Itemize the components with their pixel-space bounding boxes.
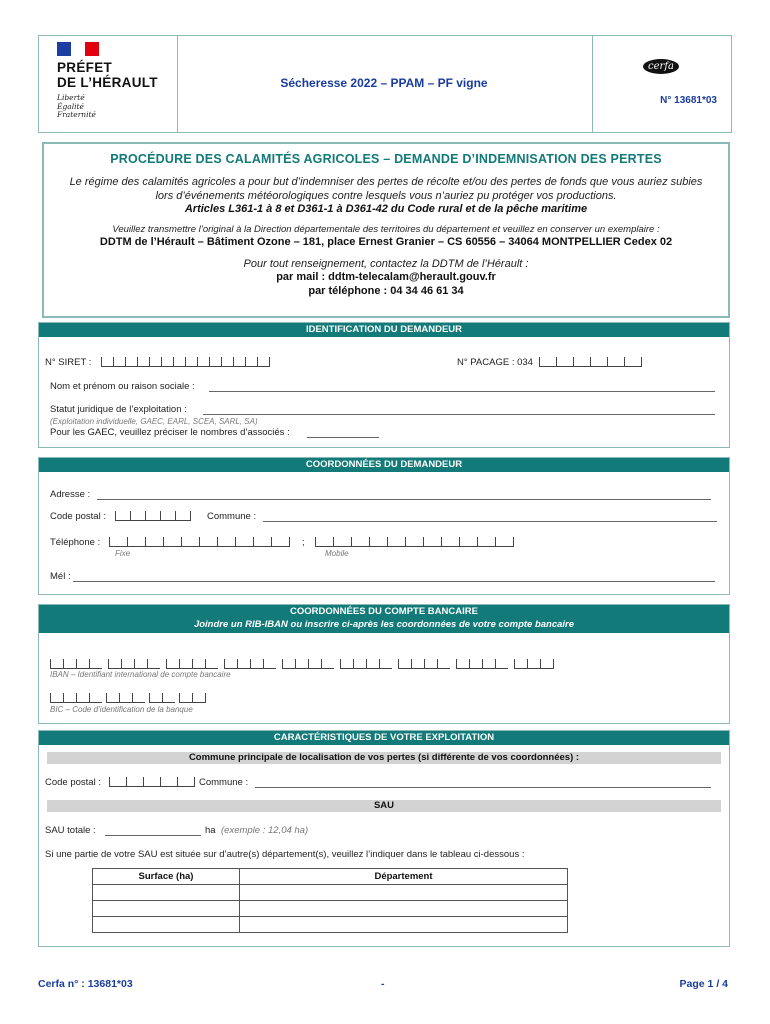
tel-mobile-input[interactable] [315, 537, 514, 546]
cp-label: Code postal : [50, 511, 106, 522]
prefecture-block [39, 36, 178, 132]
sau-label: SAU totale : [45, 825, 96, 836]
exp-cp-label: Code postal : [45, 777, 101, 788]
surface-cell[interactable] [93, 901, 240, 917]
identification-section [38, 322, 730, 448]
bic-input[interactable] [50, 693, 206, 702]
procedure-articles: Articles L361-1 à 8 et D361-1 à D361-42 du Code rural et de la pêche maritime [184, 203, 588, 215]
surface-header: Surface (ha) [93, 869, 240, 885]
procedure-title: PROCÉDURE DES CALAMITÉS AGRICOLES – DEMANDE D’INDEMNISATION DES PERTES [110, 152, 662, 166]
adresse-input[interactable] [97, 499, 711, 500]
motto-egalite: Égalité [57, 101, 84, 111]
pacage-label: N° PACAGE : 034 [457, 357, 533, 368]
departement-table [92, 868, 568, 933]
footer-page: Page 1 / 4 [679, 978, 728, 990]
cp-input[interactable] [115, 511, 191, 520]
identification-header: IDENTIFICATION DU DEMANDEUR [39, 323, 729, 337]
exp-cp-input[interactable] [109, 777, 195, 786]
cerfa-number: N° 13681*03 [660, 95, 717, 106]
prefet-line-2: DE L’HÉRAULT [57, 75, 158, 90]
table-row [93, 885, 568, 901]
statut-label: Statut juridique de l’exploitation : [50, 404, 187, 415]
procedure-transmit: Veuillez transmettre l’original à la Direction départementale des territoires du département et veuillez en conserver un exemplaire : [112, 224, 660, 235]
prefecture-name [57, 60, 158, 90]
sau-unit: ha [205, 825, 216, 836]
footer-cerfa: Cerfa n° : 13681*03 [38, 978, 133, 990]
sau-input[interactable] [105, 835, 201, 836]
procedure-mail: par mail : ddtm-telecalam@herault.gouv.fr [276, 271, 496, 283]
exploitation-header: CARACTÉRISTIQUES DE VOTRE EXPLOITATION [39, 731, 729, 745]
table-row [93, 917, 568, 933]
gaec-label: Pour les GAEC, veuillez préciser le nombres d’associés : [50, 427, 290, 438]
statut-input[interactable] [203, 414, 715, 415]
statut-hint: (Exploitation individuelle, GAEC, EARL, SCEA, SARL, SA) [50, 417, 258, 426]
mel-label: Mél : [50, 571, 71, 582]
bancaire-section [38, 604, 730, 724]
cerfa-logo: cerfa [643, 59, 679, 74]
marianne-flag-icon [57, 42, 99, 56]
surface-cell[interactable] [93, 917, 240, 933]
procedure-intro-1: Le régime des calamités agricoles a pour but d’indemniser des pertes de récolte et/ou des pertes de fonds que vous auriez subies [69, 176, 703, 188]
iban-input[interactable] [50, 659, 554, 668]
bancaire-header [39, 605, 729, 633]
pacage-input[interactable] [539, 357, 642, 366]
mobile-hint: Mobile [325, 549, 349, 558]
bancaire-title: COORDONNÉES DU COMPTE BANCAIRE [290, 606, 478, 617]
name-input[interactable] [209, 391, 715, 392]
name-label: Nom et prénom ou raison sociale : [50, 381, 195, 392]
procedure-box [42, 142, 730, 318]
republic-motto [57, 94, 96, 120]
footer-center: - [381, 978, 385, 990]
siret-input[interactable] [101, 357, 270, 366]
exp-commune-input[interactable] [255, 787, 711, 788]
sau-example: (exemple : 12,04 ha) [221, 825, 309, 836]
mel-input[interactable] [73, 581, 715, 582]
tel-fixe-input[interactable] [109, 537, 290, 546]
procedure-contact-intro: Pour tout renseignement, contactez la DDTM de l’Hérault : [243, 258, 529, 270]
commune-input[interactable] [263, 521, 717, 522]
document-title: Sécheresse 2022 – PPAM – PF vigne [280, 76, 488, 90]
bancaire-subtitle: Joindre un RIB-IBAN ou inscrire ci-après les coordonnées de votre compte bancaire [193, 619, 575, 630]
iban-hint: IBAN – Identifiant international de compte bancaire [50, 670, 231, 679]
fixe-hint: Fixe [115, 549, 131, 558]
adresse-label: Adresse : [50, 489, 91, 500]
siret-label: N° SIRET : [45, 357, 92, 368]
motto-liberte: Liberté [57, 93, 85, 102]
cerfa-block [592, 36, 731, 132]
tel-separator: ; [302, 537, 305, 548]
bic-hint: BIC – Code d’identification de la banque [50, 705, 193, 714]
commune-label: Commune : [207, 511, 257, 522]
coordonnees-header: COORDONNÉES DU DEMANDEUR [39, 458, 729, 472]
motto-fraternite: Fraternité [57, 110, 96, 119]
tel-label: Téléphone : [50, 537, 101, 548]
departement-cell[interactable] [240, 901, 568, 917]
sau-other-text: Si une partie de votre SAU est située sur d’autre(s) département(s), veuillez l’indiquer dans le tableau ci-dessous : [45, 849, 525, 860]
departement-header: Département [240, 869, 568, 885]
coordonnees-section [38, 457, 730, 595]
surface-cell[interactable] [93, 885, 240, 901]
gaec-input[interactable] [307, 437, 379, 438]
prefet-line-1: PRÉFET [57, 60, 113, 75]
document-header [38, 35, 732, 133]
commune-principale-bar: Commune principale de localisation de vos pertes (si différente de vos coordonnées) : [47, 752, 721, 764]
table-row [93, 901, 568, 917]
departement-cell[interactable] [240, 917, 568, 933]
procedure-intro-2: lors d’événements météorologiques contre lesquels vous n’auriez pu protéger vos productions. [155, 190, 617, 202]
departement-cell[interactable] [240, 885, 568, 901]
procedure-phone: par téléphone : 04 34 46 61 34 [308, 285, 464, 297]
exp-commune-label: Commune : [199, 777, 249, 788]
procedure-address: DDTM de l’Hérault – Bâtiment Ozone – 181, place Ernest Granier – CS 60556 – 34064 MONTPELLIER Cedex 02 [99, 236, 673, 248]
sau-bar: SAU [47, 800, 721, 812]
